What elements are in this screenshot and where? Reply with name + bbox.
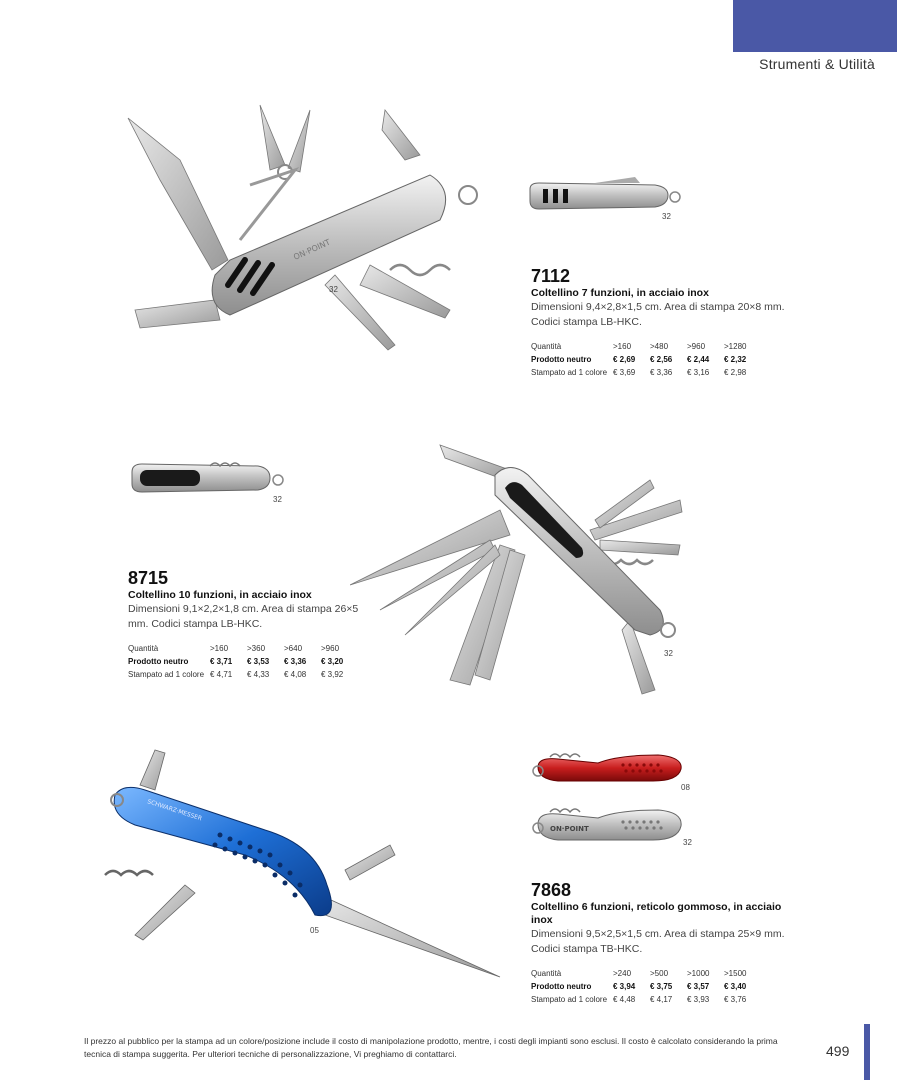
- qty-tier: >160: [613, 342, 632, 351]
- price-cell: € 3,75: [650, 982, 673, 991]
- qty-tier: >500: [650, 969, 669, 978]
- price-cell: € 3,57: [687, 982, 710, 991]
- price-table: [531, 967, 761, 1006]
- price-cell: € 3,53: [247, 657, 270, 666]
- price-cell: € 3,36: [650, 368, 673, 377]
- price-cell: € 3,20: [321, 657, 344, 666]
- product-7112-info: [531, 266, 791, 379]
- page-accent-bar: [864, 1024, 870, 1080]
- product-code: 8715: [128, 568, 169, 588]
- product-code: 7112: [531, 266, 571, 286]
- qty-header: Quantità: [128, 644, 159, 653]
- price-cell: € 2,32: [724, 355, 747, 364]
- price-cell: € 3,94: [613, 982, 636, 991]
- price-cell: € 4,48: [613, 995, 636, 1004]
- product-7868-silver-thumbnail: [528, 798, 688, 848]
- qty-tier: >480: [650, 342, 669, 351]
- product-code: 7868: [531, 880, 572, 900]
- qty-header: Quantità: [531, 342, 562, 351]
- row-label: Prodotto neutro: [531, 355, 592, 364]
- qty-tier: >240: [613, 969, 632, 978]
- product-7868-red-thumbnail: [528, 745, 688, 789]
- qty-tier: >1500: [724, 969, 747, 978]
- color-code-7868-blue: 05: [310, 926, 319, 935]
- price-cell: € 4,17: [650, 995, 673, 1004]
- section-title: Strumenti & Utilità: [759, 56, 875, 72]
- header-accent-tab: [733, 0, 897, 52]
- product-title: Coltellino 10 funzioni, in acciaio inox: [128, 589, 312, 601]
- product-8715-info: [128, 568, 368, 681]
- price-cell: € 3,93: [687, 995, 710, 1004]
- price-cell: € 3,76: [724, 995, 747, 1004]
- color-code-7112-thumb: 32: [662, 212, 671, 221]
- qty-tier: >160: [210, 644, 229, 653]
- price-cell: € 2,44: [687, 355, 710, 364]
- qty-tier: >640: [284, 644, 303, 653]
- row-label: Stampato ad 1 colore: [128, 670, 205, 679]
- row-label: Stampato ad 1 colore: [531, 368, 608, 377]
- product-description: Dimensioni 9,5×2,5×1,5 cm. Area di stampa 25×9 mm. Codici stampa TB-HKC.: [531, 928, 785, 955]
- product-8715-image: [350, 440, 690, 705]
- price-cell: € 3,36: [284, 657, 307, 666]
- knife-7112-engraving: ON·POINT: [292, 237, 332, 262]
- knife-7868-blue-engraving: SCHWARZ·MESSER: [146, 798, 203, 823]
- color-code-7112-large: 32: [329, 285, 338, 294]
- qty-tier: >1000: [687, 969, 710, 978]
- product-title: Coltellino 7 funzioni, in acciaio inox: [531, 287, 709, 299]
- footer-note: Il prezzo al pubblico per la stampa ad un colore/posizione include il costo di manipolazione prodotto, mentre, i costi degli impianti sono esclusi. Il costo è calcolato considerando la prima tecnica di stampa suggerita. Per ulteriori tecniche di personalizzazione, Vi preghiamo di contattarci.: [84, 1036, 778, 1059]
- product-8715-thumbnail: [128, 458, 298, 498]
- price-table: [531, 340, 761, 379]
- product-7868-info: [531, 880, 791, 1006]
- product-7112-image: [120, 100, 490, 355]
- qty-tier: >960: [321, 644, 340, 653]
- price-cell: € 3,69: [613, 368, 636, 377]
- row-label: Prodotto neutro: [531, 982, 592, 991]
- qty-tier: >1280: [724, 342, 747, 351]
- qty-tier: >360: [247, 644, 266, 653]
- price-cell: € 2,98: [724, 368, 747, 377]
- price-cell: € 2,69: [613, 355, 636, 364]
- price-cell: € 3,92: [321, 670, 344, 679]
- price-cell: € 3,40: [724, 982, 747, 991]
- color-code-7868-red: 08: [681, 783, 690, 792]
- product-7112-thumbnail: [525, 175, 685, 215]
- knife-7868-engraving: ON·POINT: [550, 825, 589, 833]
- price-table: [128, 642, 358, 681]
- product-title: Coltellino 6 funzioni, reticolo gommoso, in acciaio inox: [531, 901, 782, 926]
- price-cell: € 2,56: [650, 355, 673, 364]
- price-cell: € 4,33: [247, 670, 270, 679]
- color-code-7868-silver: 32: [683, 838, 692, 847]
- row-label: Stampato ad 1 colore: [531, 995, 608, 1004]
- product-7868-blue-image: [95, 745, 505, 980]
- price-cell: € 3,16: [687, 368, 710, 377]
- qty-header: Quantità: [531, 969, 562, 978]
- price-cell: € 4,08: [284, 670, 307, 679]
- price-cell: € 4,71: [210, 670, 233, 679]
- product-description: Dimensioni 9,4×2,8×1,5 cm. Area di stampa 20×8 mm. Codici stampa LB-HKC.: [531, 301, 785, 328]
- row-label: Prodotto neutro: [128, 657, 189, 666]
- price-cell: € 3,71: [210, 657, 233, 666]
- product-description: Dimensioni 9,1×2,2×1,8 cm. Area di stampa 26×5 mm. Codici stampa LB-HKC.: [128, 603, 359, 630]
- color-code-8715-large: 32: [664, 649, 673, 658]
- page-number: 499: [826, 1043, 850, 1059]
- qty-tier: >960: [687, 342, 706, 351]
- color-code-8715-thumb: 32: [273, 495, 282, 504]
